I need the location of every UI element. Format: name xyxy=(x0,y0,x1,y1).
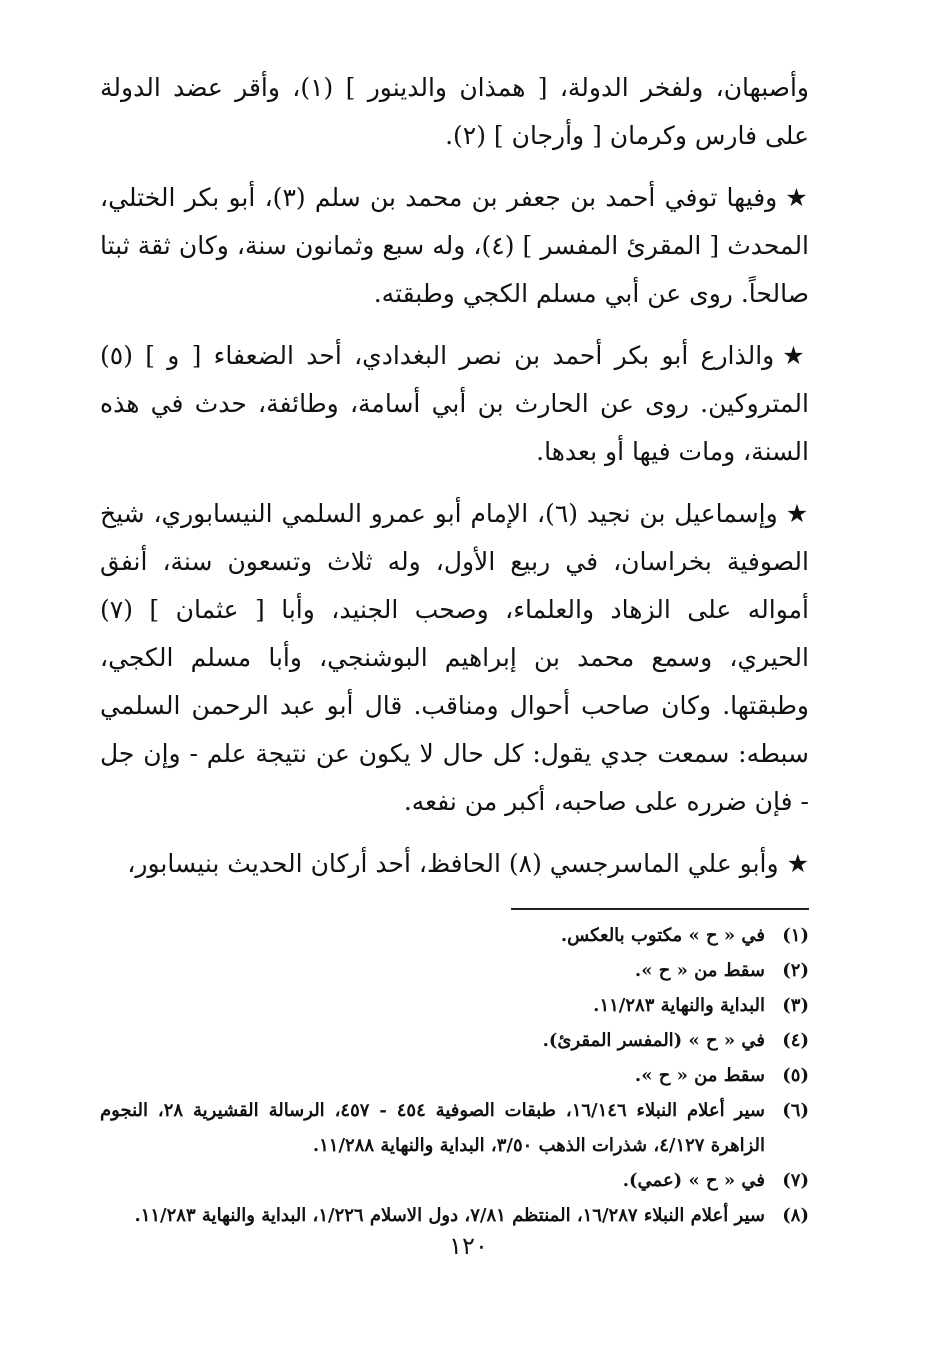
star-marker: ★ xyxy=(785,183,809,212)
footnote-text: سقط من « ح ». xyxy=(634,1065,765,1086)
paragraph-4 xyxy=(100,490,809,826)
paragraph-5 xyxy=(100,840,809,888)
footnote-number: (٦) xyxy=(782,1100,809,1121)
footnote-6 xyxy=(100,1093,809,1163)
footnote-text: سير أعلام النبلاء ١٦/١٤٦، طبقات الصوفية ٤٥٤ - ٤٥٧، الرسالة القشيرية ٢٨، النجوم الزاهرة ٤/١٢٧، شذرات الذهب ٣/٥٠، البداية والنهاية ١١/٢٨٨. xyxy=(100,1100,765,1156)
footnote-4 xyxy=(100,1023,809,1058)
paragraph-text: وأبو علي الماسرجسي (٨) الحافظ، أحد أركان الحديث بنيسابور، xyxy=(127,849,779,878)
footnote-7 xyxy=(100,1163,809,1198)
footnote-5 xyxy=(100,1058,809,1093)
footnote-number: (٢) xyxy=(782,960,809,981)
footnote-number: (٨) xyxy=(782,1205,809,1226)
star-marker: ★ xyxy=(782,341,809,370)
footnote-text: في « ح » مكتوب بالعكس. xyxy=(560,925,765,946)
footnote-text: في « ح » (عمي). xyxy=(622,1170,765,1191)
paragraph-text: وأصبهان، ولفخر الدولة، [ همذان والدينور ] (١)، وأقر عضد الدولة على فارس وكرمان [ وأرجان ] (٢). xyxy=(100,73,809,150)
footnote-text: سقط من « ح ». xyxy=(634,960,765,981)
footnote-3 xyxy=(100,988,809,1023)
footnote-8 xyxy=(100,1198,809,1233)
paragraph-text: وإسماعيل بن نجيد (٦)، الإمام أبو عمرو السلمي النيسابوري، شيخ الصوفية بخراسان، في ربيع الأول، وله ثلاث وتسعون سنة، أنفق أمواله على الزهاد والعلماء، وصحب الجنيد، وأبا [ عثمان ] (٧) الحيري، وسمع محمد بن إبراهيم البوشنجي، وأبا مسلم الكجي، وطبقتها. وكان صاحب أحوال ومناقب. قال أبو عبد الرحمن السلمي سبطه: سمعت جدي يقول: كل حال لا يكون عن نتيجة علم - وإن جل - فإن ضرره على صاحبه، أكبر من نفعه. xyxy=(100,499,809,816)
star-marker: ★ xyxy=(785,499,810,528)
paragraph-text: والذارع أبو بكر أحمد بن نصر البغدادي، أحد الضعفاء [ و ] (٥) المتروكين. روى عن الحارث بن أبي أسامة، وطائفة، حدث في هذه السنة، ومات فيها أو بعدها. xyxy=(100,341,809,466)
footnote-number: (٧) xyxy=(782,1170,809,1191)
paragraph-3 xyxy=(100,332,809,476)
page-number: ١٢٠ xyxy=(449,1232,488,1260)
footnote-2 xyxy=(100,953,809,988)
footnote-number: (٤) xyxy=(782,1030,809,1051)
footnotes xyxy=(100,918,809,1233)
footnote-number: (٣) xyxy=(782,995,809,1016)
footnote-number: (٥) xyxy=(782,1065,809,1086)
star-marker: ★ xyxy=(786,849,809,878)
footnote-text: في « ح » (المفسر المقرئ). xyxy=(542,1030,765,1051)
footnote-text: البداية والنهاية ١١/٢٨٣. xyxy=(593,995,765,1016)
footnote-number: (١) xyxy=(782,925,809,946)
footnote-1 xyxy=(100,918,809,953)
paragraph-1 xyxy=(100,64,809,160)
paragraph-2 xyxy=(100,174,809,318)
paragraph-text: وفيها توفي أحمد بن جعفر بن محمد بن سلم (٣)، أبو بكر الختلي، المحدث [ المقرئ المفسر ] (٤)، وله سبع وثمانون سنة، وكان ثقة ثبتا صالحاً. روى عن أبي مسلم الكجي وطبقته. xyxy=(100,183,810,308)
footnote-separator xyxy=(511,908,809,910)
main-text xyxy=(100,64,809,888)
footnote-text: سير أعلام النبلاء ١٦/٢٨٧، المنتظم ٧/٨١، دول الاسلام ١/٢٢٦، البداية والنهاية ١١/٢٨٣. xyxy=(134,1205,765,1226)
